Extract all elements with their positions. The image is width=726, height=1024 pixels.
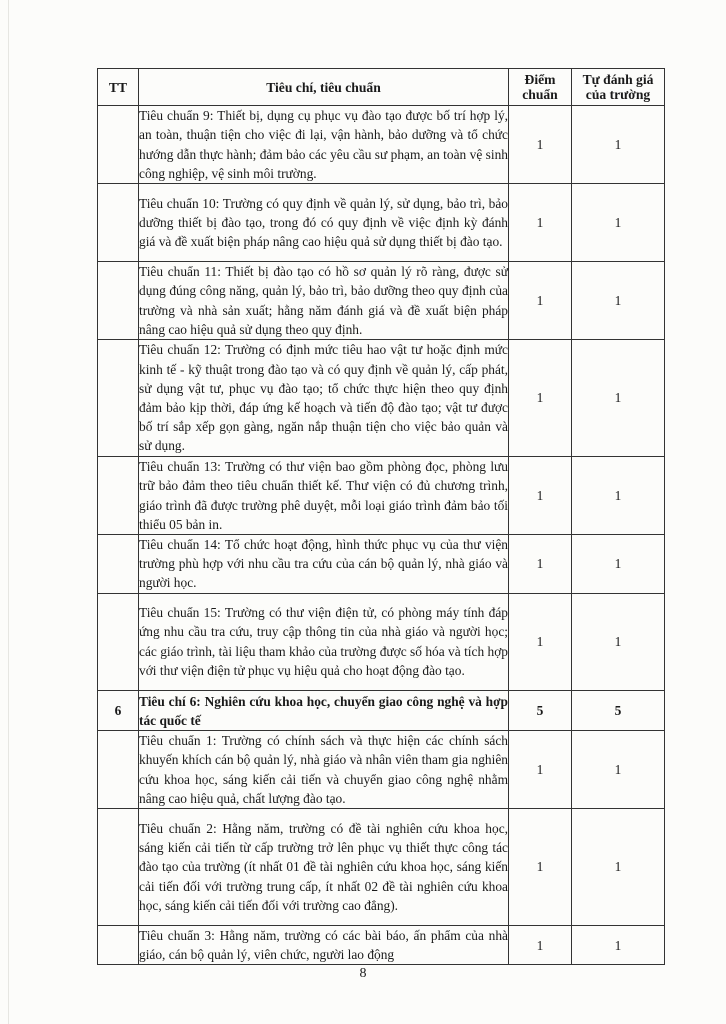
row-standard-score: 1 bbox=[509, 809, 572, 926]
header-criteria: Tiêu chí, tiêu chuẩn bbox=[139, 69, 509, 106]
criteria-row bbox=[98, 690, 665, 730]
row-tt bbox=[98, 457, 139, 535]
row-self-assessment: 1 bbox=[572, 731, 665, 809]
row-standard-score: 5 bbox=[509, 690, 572, 730]
row-self-assessment: 1 bbox=[572, 593, 665, 690]
row-text: Tiêu chuẩn 2: Hằng năm, trường có đề tài nghiên cứu khoa học, sáng kiến cải tiến từ cấp trường trở lên phục vụ thiết thực công tác đào tạo của trường (ít nhất 01 đề tài nghiên cứu khoa học, sáng kiến cải tiến đối với trường trung cấp, ít nhất 02 đề tài nghiên cứu khoa học, sáng kiến cải tiến đối với trường cao đẳng). bbox=[139, 809, 509, 926]
row-standard-score: 1 bbox=[509, 457, 572, 535]
row-tt bbox=[98, 535, 139, 594]
row-self-assessment: 1 bbox=[572, 457, 665, 535]
row-self-assessment: 5 bbox=[572, 690, 665, 730]
row-text: Tiêu chuẩn 11: Thiết bị đào tạo có hồ sơ quản lý rõ ràng, được sử dụng đúng công năng, quản lý, bảo trì, bảo dưỡng theo quy định của trường và nhà sản xuất; hằng năm đánh giá và đề xuất biện pháp nâng cao hiệu quả sử dụng theo quy định. bbox=[139, 262, 509, 340]
row-tt: 6 bbox=[98, 690, 139, 730]
criteria-table bbox=[97, 68, 665, 965]
row-tt bbox=[98, 809, 139, 926]
table-row bbox=[98, 184, 665, 262]
row-text: Tiêu chuẩn 9: Thiết bị, dụng cụ phục vụ đào tạo được bố trí hợp lý, an toàn, thuận tiện cho việc đi lại, vận hành, bảo dưỡng và tổ chức hướng dẫn thực hành; đảm bảo các yêu cầu sư phạm, an toàn vệ sinh công nghiệp, vệ sinh môi trường. bbox=[139, 106, 509, 184]
row-text: Tiêu chuẩn 1: Trường có chính sách và thực hiện các chính sách khuyến khích cán bộ quản lý, nhà giáo và nhân viên tham gia nghiên cứu khoa học, sáng kiến cải tiến và chuyển giao công nghệ nhằm nâng cao hiệu quả, chất lượng đào tạo. bbox=[139, 731, 509, 809]
row-standard-score: 1 bbox=[509, 340, 572, 457]
row-text: Tiêu chuẩn 15: Trường có thư viện điện tử, có phòng máy tính đáp ứng nhu cầu tra cứu, truy cập thông tin của nhà giáo và người học; các giáo trình, tài liệu tham khảo của trường được số hóa và tích hợp với thư viện điện tử phục vụ hiệu quả cho hoạt động đào tạo. bbox=[139, 593, 509, 690]
page-number: 8 bbox=[359, 966, 367, 981]
row-standard-score: 1 bbox=[509, 593, 572, 690]
row-text: Tiêu chuẩn 3: Hằng năm, trường có các bài báo, ấn phẩm của nhà giáo, cán bộ quản lý, viên chức, người lao động bbox=[139, 926, 509, 965]
table-header-row bbox=[98, 69, 665, 106]
row-tt bbox=[98, 184, 139, 262]
row-tt bbox=[98, 593, 139, 690]
row-tt bbox=[98, 731, 139, 809]
table-row bbox=[98, 535, 665, 594]
table-row bbox=[98, 262, 665, 340]
table-row bbox=[98, 457, 665, 535]
table-row bbox=[98, 340, 665, 457]
row-standard-score: 1 bbox=[509, 535, 572, 594]
row-self-assessment: 1 bbox=[572, 809, 665, 926]
row-standard-score: 1 bbox=[509, 106, 572, 184]
row-standard-score: 1 bbox=[509, 731, 572, 809]
table-row bbox=[98, 106, 665, 184]
row-text: Tiêu chuẩn 10: Trường có quy định về quản lý, sử dụng, bảo trì, bảo dưỡng thiết bị đào tạo, trong đó có quy định về việc định kỳ đánh giá và đề xuất biện pháp nâng cao hiệu quả sử dụng thiết bị đào tạo. bbox=[139, 184, 509, 262]
row-self-assessment: 1 bbox=[572, 184, 665, 262]
row-self-assessment: 1 bbox=[572, 106, 665, 184]
table-row bbox=[98, 809, 665, 926]
row-self-assessment: 1 bbox=[572, 535, 665, 594]
row-standard-score: 1 bbox=[509, 262, 572, 340]
row-self-assessment: 1 bbox=[572, 340, 665, 457]
row-text: Tiêu chí 6: Nghiên cứu khoa học, chuyển giao công nghệ và hợp tác quốc tế bbox=[139, 690, 509, 730]
row-standard-score: 1 bbox=[509, 184, 572, 262]
row-tt bbox=[98, 340, 139, 457]
row-text: Tiêu chuẩn 12: Trường có định mức tiêu hao vật tư hoặc định mức kinh tế - kỹ thuật trong đào tạo và có quy định về quản lý, cấp phát, sử dụng vật tư, phục vụ đào tạo; tổ chức thực hiện theo quy định đảm bảo kịp thời, đáp ứng kế hoạch và tiến độ đào tạo; vật tư được bố trí sắp xếp gọn gàng, ngăn nắp thuận tiện cho việc bảo quản và sử dụng. bbox=[139, 340, 509, 457]
row-tt bbox=[98, 106, 139, 184]
header-standard-score: Điểm chuẩn bbox=[509, 69, 572, 106]
table-row bbox=[98, 593, 665, 690]
table-row bbox=[98, 926, 665, 965]
row-self-assessment: 1 bbox=[572, 262, 665, 340]
row-standard-score: 1 bbox=[509, 926, 572, 965]
table-row bbox=[98, 731, 665, 809]
row-tt bbox=[98, 926, 139, 965]
row-tt bbox=[98, 262, 139, 340]
row-text: Tiêu chuẩn 13: Trường có thư viện bao gồm phòng đọc, phòng lưu trữ bảo đảm theo tiêu chuẩn thiết kế. Thư viện có đủ chương trình, giáo trình đã được trường phê duyệt, mỗi loại giáo trình đảm bảo tối thiểu 05 bản in. bbox=[139, 457, 509, 535]
header-tt: TT bbox=[98, 69, 139, 106]
row-self-assessment: 1 bbox=[572, 926, 665, 965]
page-edge bbox=[8, 0, 9, 1024]
header-self-assessment: Tự đánh giá của trường bbox=[572, 69, 665, 106]
row-text: Tiêu chuẩn 14: Tổ chức hoạt động, hình thức phục vụ của thư viện trường phù hợp với nhu cầu tra cứu của cán bộ quản lý, nhà giáo và người học. bbox=[139, 535, 509, 594]
table-body bbox=[98, 106, 665, 965]
